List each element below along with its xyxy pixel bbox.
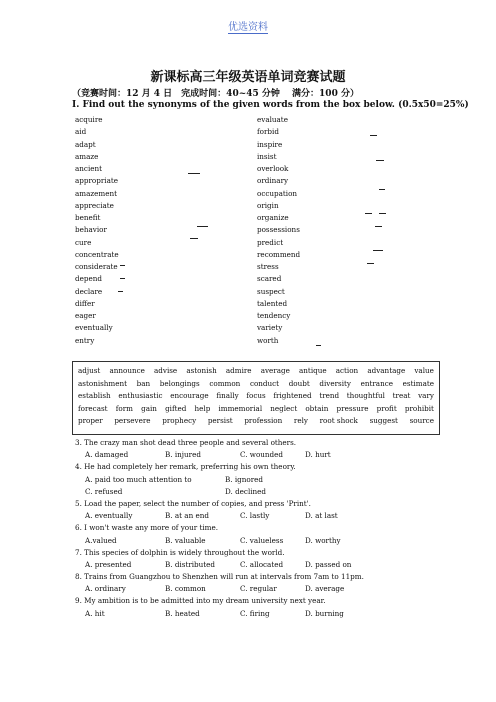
word-item: inspire xyxy=(257,139,283,149)
answer-blank[interactable] xyxy=(118,291,123,292)
word-list-left xyxy=(75,114,119,347)
word-item: talented xyxy=(257,298,288,308)
word-bank-word: suggest xyxy=(369,416,398,425)
answer-blank[interactable] xyxy=(370,135,377,136)
word-item: considerate xyxy=(75,262,118,271)
option-row xyxy=(75,449,455,461)
word-bank-word: forecast xyxy=(78,403,108,413)
question-text: 9. My ambition is to be admitted into my dream university next year. xyxy=(75,596,326,606)
word-bank-word: treat xyxy=(392,391,411,400)
word-bank-word: frightened xyxy=(273,391,312,400)
word-bank-word: gain xyxy=(141,403,157,413)
question-text: 5. Load the paper, select the number of copies, and press 'Print'. xyxy=(75,498,311,508)
word-bank-word: astonish xyxy=(186,366,217,375)
word-bank-word: belongings xyxy=(159,378,200,388)
word-bank-word: prohibit xyxy=(404,403,434,413)
word-item: appropriate xyxy=(75,176,119,186)
answer-option[interactable]: C. valueless xyxy=(240,535,284,545)
word-bank-row xyxy=(78,365,434,378)
word-item: stress xyxy=(257,262,279,271)
option-row xyxy=(75,474,455,486)
answer-option[interactable]: D. worthy xyxy=(305,535,341,545)
word-item: ancient xyxy=(75,164,103,173)
answer-option[interactable]: A. hit xyxy=(85,608,105,618)
answer-option[interactable]: D. at last xyxy=(305,511,338,521)
word-bank-word: common xyxy=(209,378,241,388)
word-item: variety xyxy=(257,323,283,333)
answer-option[interactable]: B. at an end xyxy=(165,511,209,521)
word-bank-word: entrance xyxy=(360,378,393,388)
answer-blank[interactable] xyxy=(188,173,200,174)
word-item: appreciate xyxy=(75,200,114,210)
answer-blank[interactable] xyxy=(197,226,208,227)
word-bank-row xyxy=(78,415,434,428)
word-item: adapt xyxy=(75,139,96,149)
word-bank-word: ban xyxy=(136,378,151,388)
word-bank-word: thoughtful xyxy=(346,391,385,400)
word-bank-row xyxy=(78,403,434,416)
answer-option[interactable]: B. distributed xyxy=(165,559,216,569)
answer-option[interactable]: D. hurt xyxy=(305,450,331,460)
word-bank-box xyxy=(72,361,440,435)
answer-option[interactable]: B. common xyxy=(165,584,206,594)
word-item: insist xyxy=(257,151,277,161)
answer-option[interactable]: A. eventually xyxy=(85,511,133,521)
exam-info: （竞赛时间：12 月 4 日 完成时间：40~45 分钟 满分：100 分） xyxy=(72,89,359,99)
word-list-right xyxy=(257,114,300,347)
word-bank-word: vary xyxy=(418,391,434,400)
question-text: 7. This species of dolphin is widely throughout the world. xyxy=(75,547,285,557)
answer-blank[interactable] xyxy=(375,226,382,227)
option-row xyxy=(75,510,455,522)
option-row xyxy=(75,583,455,595)
word-item: amaze xyxy=(75,151,99,161)
word-item: entry xyxy=(75,335,95,345)
word-bank-word: pressure xyxy=(336,403,369,413)
answer-option[interactable]: C. allocated xyxy=(240,559,284,569)
answer-blank[interactable] xyxy=(190,238,198,239)
answer-blank[interactable] xyxy=(120,278,125,279)
answer-option[interactable]: A. ordinary xyxy=(85,584,126,594)
word-bank-word: adjust xyxy=(78,366,101,375)
word-item: worth xyxy=(257,335,279,345)
word-bank-word: diversity xyxy=(319,378,351,388)
answer-blank[interactable] xyxy=(373,250,383,251)
answer-option[interactable]: A. presented xyxy=(85,559,132,569)
word-bank-word: value xyxy=(414,366,434,375)
word-item: possessions xyxy=(257,225,300,235)
answer-option[interactable]: C. firing xyxy=(240,608,270,618)
answer-option[interactable]: A.valued xyxy=(85,535,117,545)
answer-option[interactable]: C. lastly xyxy=(240,511,270,521)
answer-option[interactable]: C. refused xyxy=(85,486,123,496)
option-row xyxy=(75,608,455,620)
word-item: behavior xyxy=(75,225,107,235)
answer-option[interactable]: B. heated xyxy=(165,608,200,618)
answer-option[interactable]: D. burning xyxy=(305,608,344,618)
word-bank-word: gifted xyxy=(165,403,187,413)
word-item: scared xyxy=(257,274,282,284)
answer-blank[interactable] xyxy=(376,160,384,161)
word-bank-word: persist xyxy=(207,416,233,425)
word-item: acquire xyxy=(75,115,103,124)
question-text: 4. He had completely her remark, preferring his own theory. xyxy=(75,462,296,472)
word-bank-word: doubt xyxy=(288,378,310,388)
word-item: tendency xyxy=(257,311,291,320)
option-row xyxy=(75,559,455,571)
word-bank-word: source xyxy=(409,416,434,425)
word-item: predict xyxy=(257,237,284,247)
answer-option[interactable]: D. declined xyxy=(225,486,267,496)
answer-blank[interactable] xyxy=(367,263,374,264)
word-item: suspect xyxy=(257,286,285,296)
word-bank-word: estimate xyxy=(402,378,434,388)
word-bank-row xyxy=(78,378,434,391)
word-item: differ xyxy=(75,298,95,308)
answer-option[interactable]: B. valuable xyxy=(165,535,206,545)
word-item: overlook xyxy=(257,164,289,173)
word-bank-word: help xyxy=(194,403,211,413)
word-item: aid xyxy=(75,127,87,137)
answer-blank[interactable] xyxy=(120,265,125,266)
word-bank-word: immemorial xyxy=(218,403,263,413)
question-text: 3. The crazy man shot dead three people and several others. xyxy=(75,438,297,447)
word-bank-word: advise xyxy=(154,366,178,375)
word-item: cure xyxy=(75,237,92,247)
section-heading: I. Find out the synonyms of the given words from the box below. (0.5x50=25%) xyxy=(72,100,469,110)
word-bank-word: focus xyxy=(246,391,266,400)
answer-blank[interactable] xyxy=(379,213,386,214)
word-bank-word: astonishment xyxy=(78,378,128,388)
word-item: depend xyxy=(75,274,102,284)
word-bank-word: conduct xyxy=(249,378,280,388)
word-item: eventually xyxy=(75,323,113,333)
word-item: concentrate xyxy=(75,249,119,259)
word-item: recommend xyxy=(257,249,301,259)
word-bank-word: finally xyxy=(216,391,239,400)
word-item: forbid xyxy=(257,127,279,137)
page-header[interactable]: 优选资料 xyxy=(228,22,268,33)
word-item: ordinary xyxy=(257,176,289,186)
answer-blank[interactable] xyxy=(316,345,321,346)
page-title: 新课标高三年级英语单词竞赛试题 xyxy=(150,70,346,85)
word-bank-word: establish xyxy=(78,391,111,400)
word-bank-word: trend xyxy=(319,391,340,400)
word-bank-word: neglect xyxy=(270,403,298,413)
word-item: amazement xyxy=(75,188,118,198)
word-bank-row xyxy=(78,390,434,403)
answer-option[interactable]: B. injured xyxy=(165,450,201,460)
word-item: benefit xyxy=(75,213,101,222)
option-row xyxy=(75,535,455,547)
answer-option[interactable]: A. paid too much attention to xyxy=(85,474,192,484)
question-text: 6. I won't waste any more of your time. xyxy=(75,523,219,533)
word-bank-word: persevere xyxy=(114,416,151,425)
answer-option[interactable]: A. damaged xyxy=(85,450,129,460)
word-bank-word: obtain xyxy=(305,403,329,413)
answer-option[interactable]: C. wounded xyxy=(240,450,284,460)
word-bank-word: advantage xyxy=(367,366,406,375)
word-bank-word: average xyxy=(260,366,290,375)
word-bank-word: proper xyxy=(78,416,103,425)
word-bank-word: antique xyxy=(299,366,327,375)
word-bank-word: action xyxy=(335,366,359,375)
answer-option[interactable]: C. regular xyxy=(240,584,277,594)
word-item: declare xyxy=(75,286,103,296)
word-bank-word: prophecy xyxy=(162,416,197,425)
answer-option[interactable]: B. ignored xyxy=(225,474,263,484)
answer-option[interactable]: D. passed on xyxy=(305,559,352,569)
word-bank-word: form xyxy=(115,403,133,413)
word-item: organize xyxy=(257,213,289,222)
answer-blank[interactable] xyxy=(379,189,385,190)
word-bank-word: enthusiastic xyxy=(118,391,163,400)
word-bank-word: encourage xyxy=(170,391,209,400)
word-bank-word: profit xyxy=(376,403,397,413)
word-bank-word: profession xyxy=(244,416,283,425)
word-item: occupation xyxy=(257,188,298,198)
word-item: eager xyxy=(75,311,96,320)
option-row xyxy=(75,486,455,498)
question-text: 8. Trains from Guangzhou to Shenzhen will run at intervals from 7am to 11pm. xyxy=(75,572,364,582)
word-item: evaluate xyxy=(257,115,288,124)
word-item: origin xyxy=(257,200,279,210)
answer-blank[interactable] xyxy=(365,213,372,214)
question-list xyxy=(75,437,455,620)
word-bank-word: root shock xyxy=(319,416,358,425)
word-bank-word: announce xyxy=(109,366,145,375)
word-bank-word: admire xyxy=(225,366,252,375)
answer-option[interactable]: D. average xyxy=(305,584,345,594)
word-bank-word: rely xyxy=(293,416,308,425)
